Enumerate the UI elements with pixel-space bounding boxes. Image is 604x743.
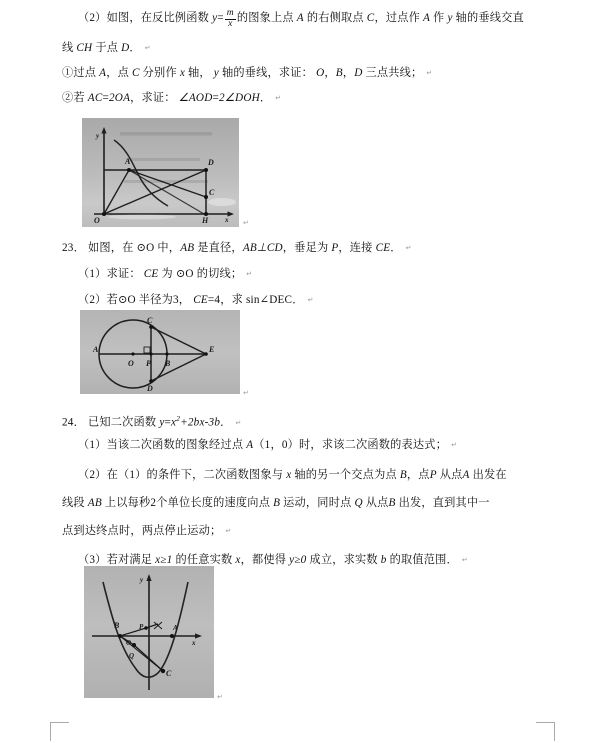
soft-return-mark: ↵ [246, 270, 253, 278]
q22-part2-text-a: （2）如图，在反比例函数 [78, 12, 210, 25]
q22-item1-axis-x: x [179, 67, 186, 79]
q23-sub1-c: 的切线； [196, 268, 243, 280]
fig23-label-B: B [165, 359, 171, 368]
q23-stem-c: 是直径， [197, 242, 243, 254]
q22-point-C: C [366, 12, 375, 25]
soft-return-mark: ↵ [426, 69, 433, 77]
q22-part2-text-g: 轴的垂线交直 [455, 12, 524, 25]
fig22-label-D: D [208, 158, 214, 167]
q24-sub2-l3: 点到达终点时，两点停止运动； [62, 525, 222, 537]
q23-sub2-circleO: ⊙O [117, 294, 136, 306]
q23-sub2-CE: CE [193, 294, 208, 306]
q24-sub3-var-b: b [380, 554, 387, 566]
q23-sub2-b: 半径为3， [138, 294, 191, 306]
q23-diameter-AB: AB [180, 242, 195, 254]
q22-item1-point-O: O [316, 67, 325, 79]
q24-sub3-y-condition: y≥0 [289, 554, 307, 566]
q24-sub2-l1-a: （2）在（1）的条件下，二次函数图象与 [78, 469, 284, 481]
q24-sub1-point-A: A [246, 439, 254, 451]
q24-sub2-l2-b: 上以每秒2个单位长度的速度向点 [104, 497, 271, 509]
fig22-axis-label-x: x [225, 216, 229, 224]
q24-sub2-segment-AB: AB [87, 497, 102, 509]
q23-sub2-value: 4 [214, 294, 221, 306]
q22-item1-d: 轴， [188, 67, 211, 79]
q22-item1-point-A: A [99, 67, 107, 79]
q24-sub3-d: 成立，求实数 [309, 554, 378, 566]
q22-point-A2: A [423, 12, 431, 25]
q24-stem [62, 411, 242, 432]
q24-sub1-a: （1）当该二次函数的图象经过点 [78, 439, 244, 451]
q22-segment-CH: CH [76, 42, 93, 54]
crop-mark-bottom-left [50, 722, 69, 741]
q23-stem-f: ． [390, 242, 402, 254]
q23-sub2-sin: sin∠DEC [245, 294, 293, 306]
q24-sub2-axis-x: x [286, 469, 292, 481]
q24-sub2-l2-d: 从点 [365, 497, 389, 509]
q24-sub-2-line3 [62, 524, 232, 540]
q24-eq-sign: = [164, 416, 171, 429]
q24-sub3-a: （3）若对满足 [78, 554, 153, 566]
soft-return-mark: ↵ [275, 94, 282, 102]
soft-return-mark: ↵ [235, 418, 242, 427]
q24-sub2-point-A: A [462, 469, 470, 481]
q23-segment-CE: CE [375, 242, 391, 254]
fig22-label-C: C [209, 188, 215, 197]
q23-sub1-a: （1）求证： [78, 268, 141, 280]
q22-point-A: A [296, 12, 304, 25]
q22-item2-eqsign2: = [212, 92, 220, 104]
fig22-label-O: O [94, 216, 100, 225]
crop-mark-bottom-right [536, 722, 555, 741]
fig23-label-P: P [146, 359, 151, 368]
q22-item1-point-B: B [335, 67, 343, 79]
q24-sub2-l2-c: 运动，同时点 [283, 497, 352, 509]
soft-return-mark: ↵ [217, 693, 223, 701]
q22-item1-g: ， [342, 67, 355, 79]
fig24-label-B: B [114, 621, 120, 630]
q24-sub2-point-P: P [429, 469, 437, 481]
soft-return-mark: ↵ [144, 44, 151, 52]
q22-line2-b: 于点 [95, 42, 119, 54]
q22-item1-point-C: C [132, 67, 140, 79]
q22-part2-text-d: ，过点 [374, 12, 409, 25]
q24-sub-1 [78, 438, 457, 454]
q23-sub2-eq: = [207, 294, 215, 306]
fig24-axis-label-y: y [140, 576, 144, 584]
q24-stem-b: ． [220, 416, 232, 429]
q22-item1-f: ， [324, 67, 336, 79]
q22-item2-eqsign: = [102, 92, 109, 104]
q23-sub-1 [78, 267, 252, 283]
q24-exponent: 2 [176, 414, 181, 423]
q22-item2-2OA: 2OA [109, 92, 131, 104]
q22-var-y: y [212, 12, 218, 25]
q24-sub3-var-x: x [235, 554, 241, 566]
q23-sub1-circleO: ⊙O [175, 268, 194, 280]
q24-sub2-l2-a: 线段 [62, 497, 85, 509]
q22-item-1 [62, 66, 433, 82]
fig24-svg [84, 566, 214, 698]
q23-number: 23． [62, 242, 85, 254]
figure-inverse-proportional-function [82, 118, 239, 227]
q22-item1-e: 轴的垂线，求证： [221, 67, 314, 79]
figure-circle-tangent [80, 310, 240, 394]
fig22-label-A: A [125, 157, 131, 166]
q23-circle-O: ⊙O [136, 242, 155, 254]
q24-sub3-e: 的取值范围． [389, 554, 458, 566]
q23-perp-relation: AB⊥CD [242, 242, 283, 254]
fig24-label-O: O [126, 639, 132, 647]
q24-stem-a: 已知二次函数 [87, 416, 157, 429]
q23-sub2-c: ，求 [220, 294, 243, 306]
q23-stem [62, 241, 412, 257]
q24-sub2-point-B: B [399, 469, 407, 481]
soft-return-mark: ↵ [461, 556, 468, 564]
q24-sub2-l1-c: ，点 [406, 469, 430, 481]
q24-sub2-l1-b: 轴的另一个交点为点 [294, 469, 397, 481]
q23-stem-b: 中， [157, 242, 181, 254]
q22-item2-angle-AOD: ∠AOD [178, 92, 213, 104]
q24-stem-rest: +2bx‑3b [180, 416, 221, 429]
q24-var-x: x [171, 416, 177, 429]
q23-stem-a: 如图，在 [87, 242, 134, 254]
fraction-m-over-x [225, 9, 236, 30]
q22-point-D: D [121, 42, 130, 54]
fig24-label-A: A [173, 624, 178, 632]
q23-stem-e: ，连接 [338, 242, 373, 254]
q23-sub2-d: ． [292, 294, 304, 306]
q24-sub1-coord: （1，0） [253, 439, 300, 451]
q24-sub1-b: 时，求该二次函数的表达式； [299, 439, 448, 451]
q22-item-2 [62, 91, 281, 107]
q22-item1-a: ①过点 [62, 67, 97, 79]
fig23-svg [80, 310, 240, 394]
q22-part2-text-c: 的右侧取点 [306, 12, 364, 25]
q22-part2-text-e: 作 [408, 12, 420, 25]
q22-item1-b: ，点 [106, 67, 129, 79]
q24-sub2-l1-d: 从点 [439, 469, 463, 481]
q22-item1-h: 三点共线； [365, 67, 423, 79]
fig22-label-H: H [202, 216, 209, 225]
q23-sub-2 [78, 293, 314, 309]
q23-sub2-a: （2）若 [78, 294, 118, 306]
q22-item2-AC: AC [87, 92, 103, 104]
q22-part2-line2 [62, 41, 151, 57]
fig23-label-A: A [93, 345, 99, 354]
q22-line2-c: ． [129, 42, 141, 54]
q24-sub-2-line2 [62, 496, 490, 511]
fig24-label-C: C [166, 669, 172, 678]
q24-var-y: y [159, 416, 165, 429]
fig23-label-D: D [147, 384, 153, 393]
soft-return-mark: ↵ [405, 244, 412, 252]
q23-point-P: P [331, 242, 339, 254]
fig22-axis-label-y: y [96, 132, 100, 140]
q22-item2-angle-2DOH: 2∠DOH [219, 92, 260, 104]
fraction-denominator: x [228, 18, 233, 29]
q22-item1-axis-y: y [213, 67, 219, 79]
q24-sub2-l2-e: 出发，直到其中一 [398, 497, 490, 509]
q24-sub2-point-B3: B [388, 497, 396, 509]
fraction-numerator: m [226, 8, 234, 18]
q24-number: 24． [62, 416, 85, 429]
q24-sub2-point-Q: Q [354, 497, 363, 509]
q22-item2-c: ． [259, 92, 272, 104]
figure-parabola [84, 566, 214, 698]
soft-return-mark: ↵ [451, 441, 458, 449]
q22-line2-a: 线 [62, 42, 74, 54]
q22-item2-a: ②若 [62, 92, 85, 104]
q23-sub1-b: 为 [161, 268, 173, 280]
q22-part2-line1 [78, 8, 524, 29]
q24-sub3-c: ，都使得 [240, 554, 287, 566]
q22-part2-text-f: 作 [433, 12, 445, 25]
q22-part2-text-b: 的图象上点 [236, 12, 294, 25]
q24-sub2-l1-e: 出发在 [472, 469, 507, 481]
fig24-label-P: P [139, 623, 144, 631]
q22-item1-point-D: D [354, 67, 363, 79]
q24-sub2-point-B2: B [273, 497, 281, 509]
q23-stem-d: ，垂足为 [282, 242, 329, 254]
fig24-label-Q: Q [129, 652, 135, 660]
fig24-axis-label-x: x [192, 639, 196, 647]
soft-return-mark: ↵ [225, 527, 232, 535]
q24-sub-2-line1 [78, 468, 507, 483]
q22-eq-sign: = [217, 12, 224, 25]
q22-item1-c: 分别作 [142, 67, 177, 79]
q22-axis-y: y [447, 12, 453, 25]
soft-return-mark: ↵ [307, 296, 314, 304]
q23-sub1-CE: CE [143, 268, 159, 280]
soft-return-mark: ↵ [243, 389, 249, 397]
q24-sub3-b: 的任意实数 [175, 554, 233, 566]
q24-sub3-condition: x≥1 [155, 554, 173, 566]
fig23-label-O: O [128, 359, 134, 368]
fig23-label-C: C [147, 316, 153, 325]
soft-return-mark: ↵ [243, 219, 249, 227]
fig22-svg [82, 118, 239, 227]
q22-item2-b: ，求证： [130, 92, 176, 104]
fig23-label-E: E [209, 345, 215, 354]
